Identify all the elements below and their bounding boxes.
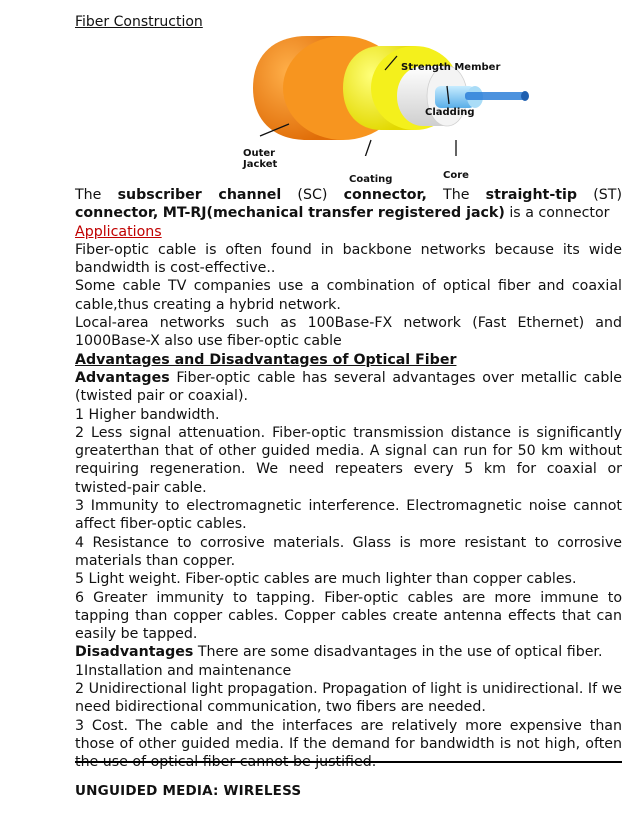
disadvantage-item: 2 Unidirectional light propagation. Propagation of light is unidirectional. If we need bidirectional communication, two fibers are needed. [75, 681, 622, 716]
disadvantage-item: 3 Cost. The cable and the interfaces are relatively more expensive than those of other guided media. If the demand for bandwidth is not high, often the use of optical fiber cannot be justified. [75, 717, 622, 771]
disadvantages-intro: Disadvantages There are some disadvantages in the use of optical fiber. [75, 644, 603, 661]
coating-pointer [362, 140, 371, 156]
fiber-cable-illustration [75, 36, 622, 156]
coating-label: Coating [349, 174, 393, 185]
advantage-item: 4 Resistance to corrosive materials. Glass is more resistant to corrosive materials than copper. [75, 534, 622, 569]
cladding-label: Cladding [425, 107, 475, 118]
applications-paragraph-1: Fiber-optic cable is often found in backbone networks because its wide bandwidth is cost-effective.. [75, 241, 622, 277]
advantage-item: 5 Light weight. Fiber-optic cables are much lighter than copper cables. [75, 571, 577, 588]
advantage-item: 3 Immunity to electromagnetic interference. Electromagnetic noise cannot affect fiber-optic cables. [75, 498, 622, 533]
horizontal-divider [75, 761, 622, 763]
core-label: Core [443, 170, 469, 181]
footer-section-title: UNGUIDED MEDIA: WIRELESS [75, 783, 302, 799]
section-heading: Fiber Construction [75, 14, 203, 30]
disadvantage-item: 1Installation and maintenance [75, 662, 292, 679]
outer-jacket-label: Outer Jacket [243, 148, 278, 170]
connectors-paragraph: The subscriber channel (SC) connector, The straight-tip (ST) connector, MT-RJ(mechanical transfer registered jack) is a connector [75, 187, 622, 222]
applications-paragraph-3: Local-area networks such as 100Base-FX network (Fast Ethernet) and 1000Base-X also use fiber-optic cable [75, 315, 622, 350]
strength-member-label: Strength Member [401, 62, 501, 73]
document-page [75, 12, 622, 772]
fiber-construction-figure [75, 36, 622, 185]
applications-link[interactable]: Applications [75, 223, 162, 240]
advantage-item: 1 Higher bandwidth. [75, 406, 220, 423]
advantages-intro: Advantages Fiber-optic cable has several advantages over metallic cable (twisted pair or coaxial). [75, 369, 622, 405]
advantage-item: 2 Less signal attenuation. Fiber-optic transmission distance is significantly greaterthan that of other guided media. A signal can run for 50 km without requiring regeneration. We need repeaters every 5 km for coaxial or twisted-pair cable. [75, 424, 622, 496]
core-shape [465, 91, 529, 101]
advantage-item: 6 Greater immunity to tapping. Fiber-optic cables are more immune to tapping than copper cables. Copper cables create antenna effects that can easily be tapped. [75, 589, 622, 643]
advantages-disadvantages-title: Advantages and Disadvantages of Optical Fiber [75, 351, 457, 368]
applications-paragraph-2: Some cable TV companies use a combination of optical fiber and coaxial cable,thus creating a hybrid network. [75, 278, 622, 313]
